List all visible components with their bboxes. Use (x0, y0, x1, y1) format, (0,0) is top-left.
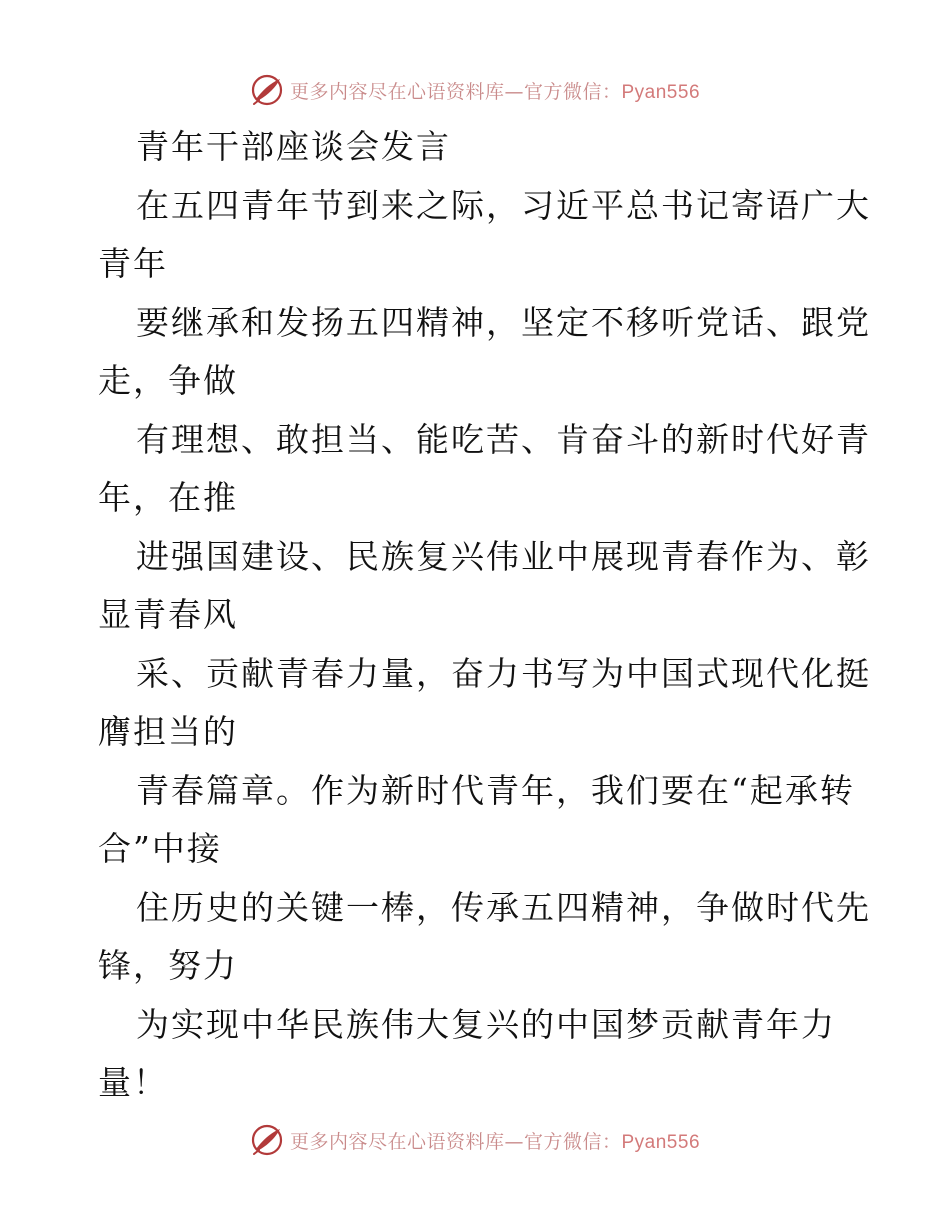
text-line: 为实现中华民族伟大复兴的中国梦贡献青年力 (136, 1004, 836, 1044)
watermark-cn: 更多内容尽在心语资料库—官方微信： (289, 1130, 622, 1153)
text-line: 锋，努力 (98, 946, 238, 985)
watermark-text (290, 1127, 700, 1154)
watermark-id: Pyan556 (621, 1131, 701, 1153)
text-line: 要继承和发扬五四精神，坚定不移听党话、跟党 (136, 302, 871, 342)
footer-watermark (0, 1120, 950, 1160)
text-line: 合”中接 (98, 829, 222, 868)
header-watermark (0, 70, 950, 110)
text-line: 青春篇章。作为新时代青年，我们要在“起承转 (136, 770, 855, 810)
watermark-text (290, 77, 700, 104)
text-line: 青年 (98, 244, 168, 283)
watermark-id: Pyan556 (621, 81, 701, 103)
text-line: 有理想、敢担当、能吃苦、肯奋斗的新时代好青 (136, 419, 871, 459)
document-body (98, 118, 871, 1113)
watermark-cn: 更多内容尽在心语资料库—官方微信： (289, 80, 622, 103)
text-line: 在五四青年节到来之际，习近平总书记寄语广大 (136, 185, 871, 225)
text-line: 进强国建设、民族复兴伟业中展现青春作为、彰 (136, 536, 871, 576)
text-line: 显青春风 (98, 595, 238, 634)
document-title: 青年干部座谈会发言 (136, 127, 451, 166)
text-line: 膺担当的 (98, 712, 238, 751)
text-line: 年，在推 (98, 478, 238, 517)
quill-logo-icon (250, 73, 284, 107)
text-line: 采、贡献青春力量，奋力书写为中国式现代化挺 (136, 653, 871, 693)
text-line: 量！ (98, 1063, 168, 1102)
text-line: 走，争做 (98, 361, 238, 400)
quill-logo-icon (250, 1123, 284, 1157)
text-line: 住历史的关键一棒，传承五四精神，争做时代先 (136, 887, 871, 927)
